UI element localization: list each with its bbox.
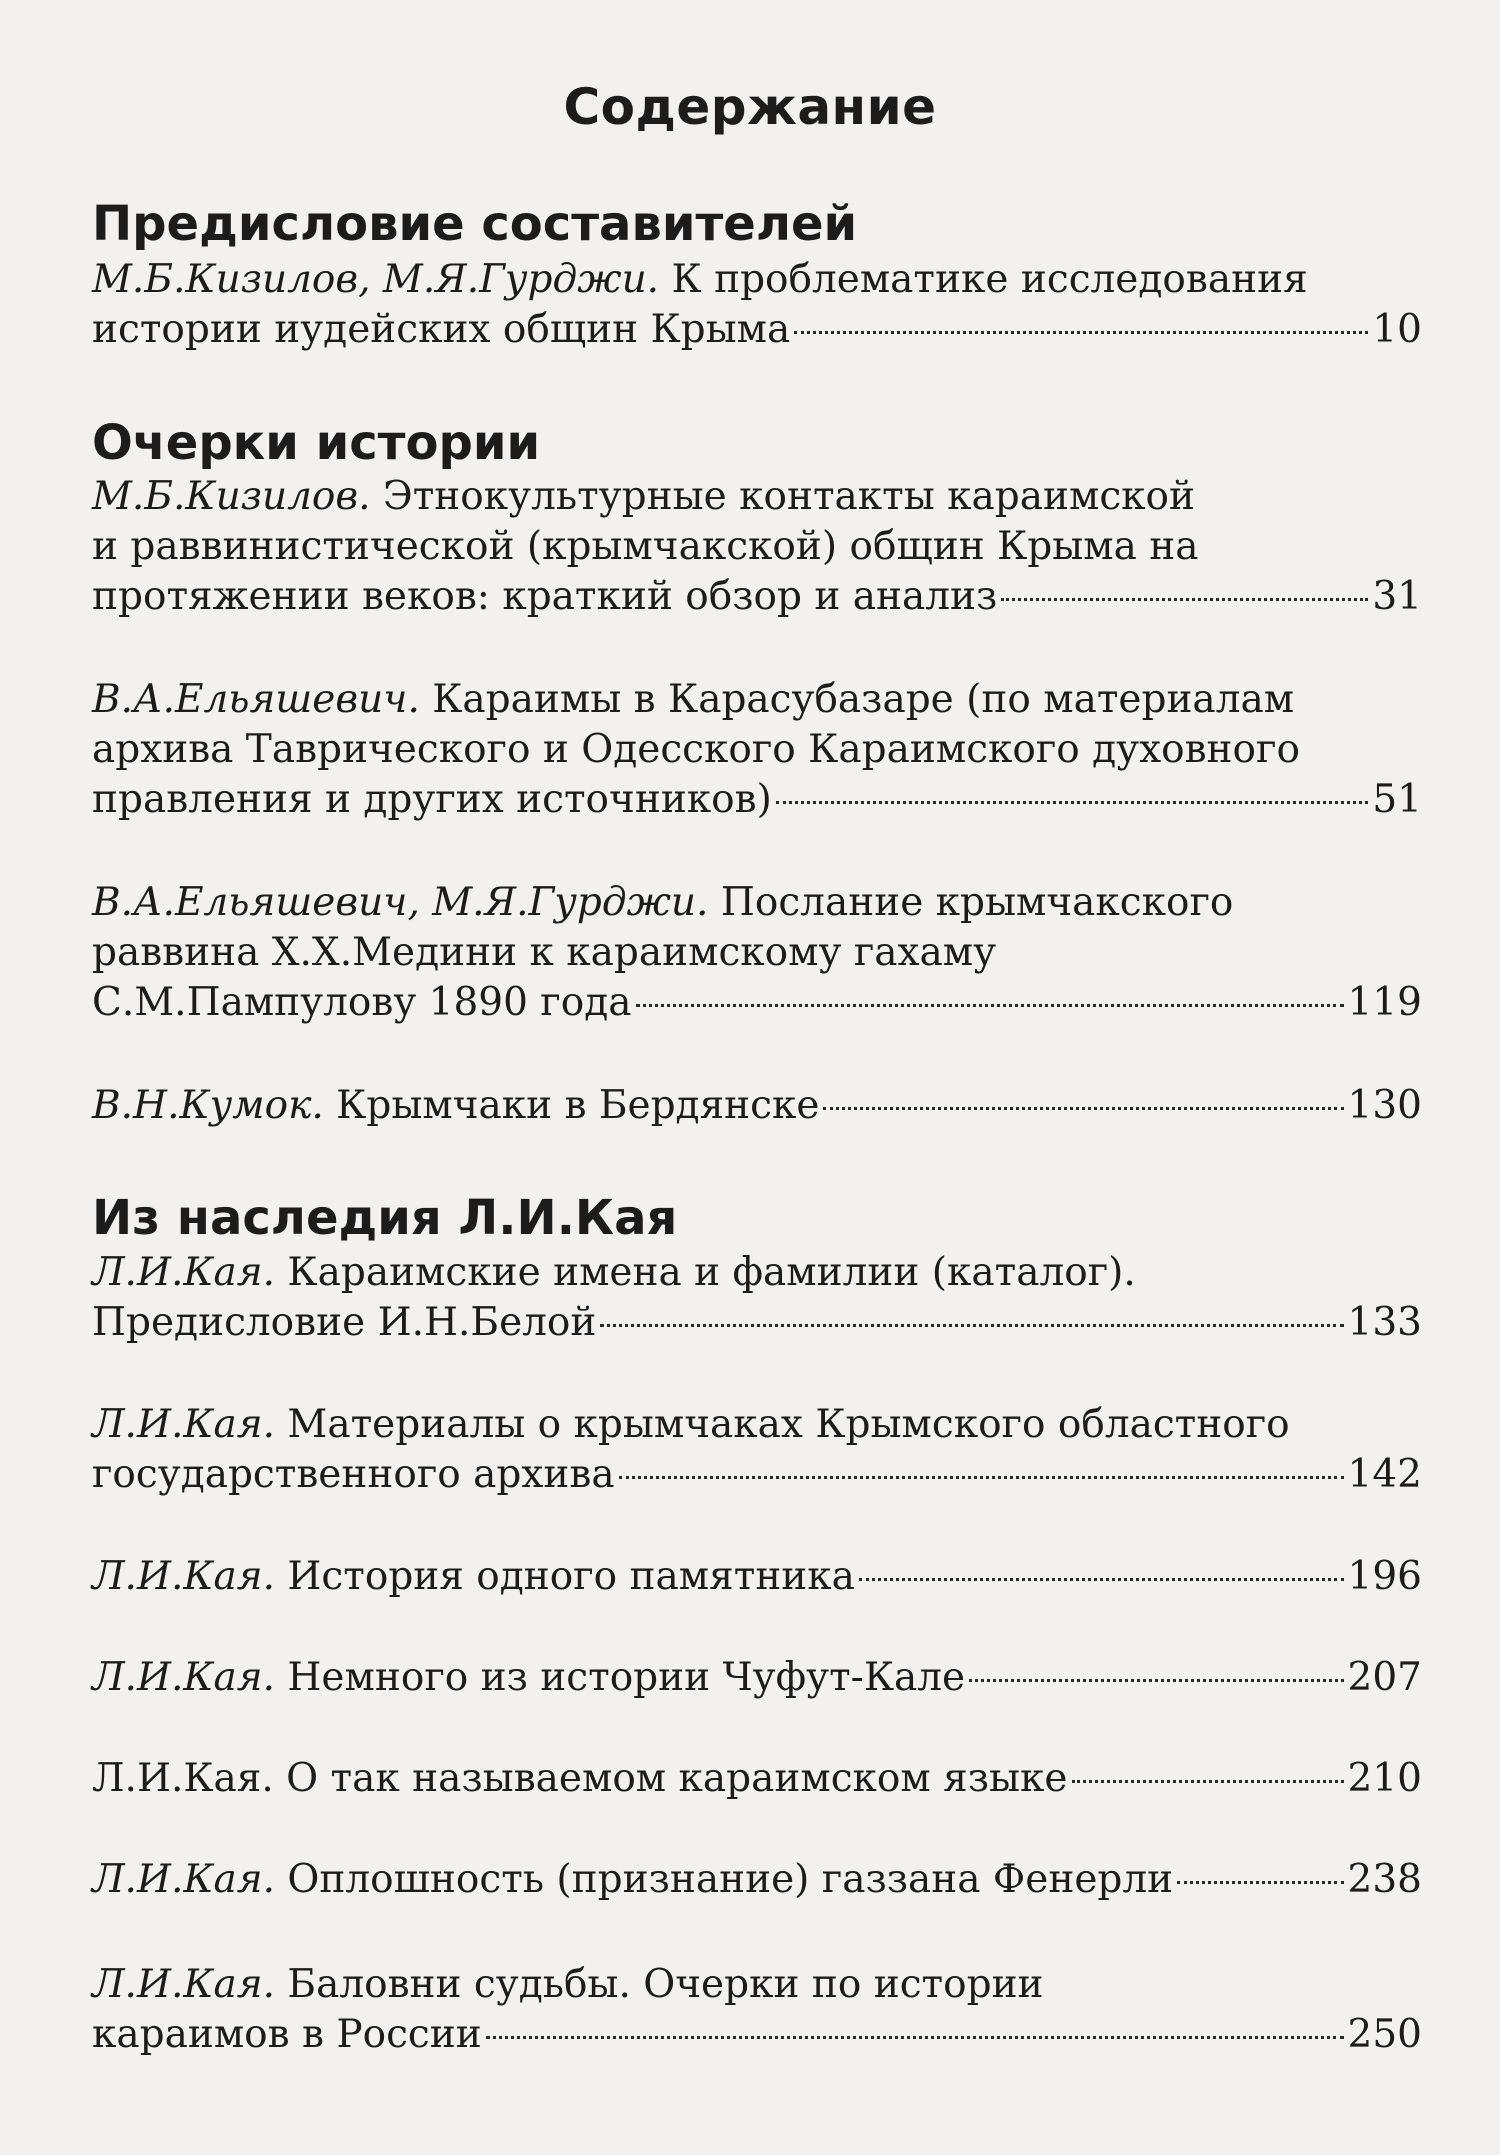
- page-number: 119: [1347, 980, 1422, 1025]
- page-number: 196: [1347, 1554, 1422, 1599]
- entry-title: караимов в России: [92, 2012, 482, 2057]
- entry-title: К проблематике исследования: [659, 257, 1308, 302]
- entry-author: Л.И.Кая.: [92, 1250, 276, 1295]
- entry-title: Баловни судьбы. Очерки по истории: [275, 1962, 1044, 2007]
- dot-leader: [600, 1324, 1343, 1327]
- entry-author: В.Н.Кумок.: [92, 1083, 324, 1128]
- entry-title: Крымчаки в Бердянске: [323, 1083, 820, 1128]
- entry-title: и раввинистической (крымчакской) общин Крыма на: [92, 524, 1199, 569]
- dot-leader: [794, 331, 1368, 334]
- dot-leader: [1072, 1780, 1344, 1783]
- page-number: 142: [1347, 1452, 1422, 1497]
- toc-entry[interactable]: [92, 675, 1422, 825]
- entry-title: Немного из истории Чуфут-Кале: [275, 1655, 966, 1700]
- entry-author: Л.И.Кая.: [92, 1857, 276, 1902]
- toc-entry[interactable]: [92, 1653, 1422, 1703]
- entry-title: протяжении веков: краткий обзор и анализ: [92, 574, 998, 619]
- dot-leader: [486, 2036, 1344, 2039]
- page-number: 10: [1372, 307, 1422, 352]
- page-number: 210: [1347, 1756, 1422, 1801]
- dot-leader: [1177, 1881, 1343, 1884]
- toc-entry[interactable]: [92, 1081, 1422, 1131]
- entry-title: Караимские имена и фамилии (каталог).: [275, 1250, 1136, 1295]
- dot-leader: [969, 1679, 1343, 1682]
- page-number: 51: [1372, 777, 1422, 822]
- page-title: Содержание: [563, 78, 937, 136]
- toc-entry[interactable]: [92, 1855, 1422, 1905]
- entry-title: Караимы в Карасубазаре (по материалам: [419, 677, 1295, 722]
- entry-author: М.Б.Кизилов.: [92, 474, 371, 519]
- toc-entry[interactable]: [92, 878, 1422, 1028]
- dot-leader: [636, 1004, 1344, 1007]
- entry-title: истории иудейских общин Крыма: [92, 307, 791, 352]
- entry-title: архива Таврического и Одесского Караимского духовного: [92, 727, 1300, 772]
- entry-title: Оплошность (признание) газзана Фенерли: [275, 1857, 1174, 1902]
- dot-leader: [776, 801, 1369, 804]
- entry-title: государственного архива: [92, 1452, 615, 1497]
- toc-entry[interactable]: [92, 1248, 1422, 1348]
- entry-author: Л.И.Кая.: [92, 1655, 276, 1700]
- section-heading: Очерки истории: [92, 415, 541, 471]
- dot-leader: [859, 1578, 1344, 1581]
- dot-leader: [1001, 598, 1368, 601]
- entry-title: Этнокультурные контакты караимской: [370, 474, 1196, 519]
- entry-author: Л.И.Кая.: [92, 1554, 276, 1599]
- entry-author: М.Б.Кизилов, М.Я.Гурджи.: [92, 257, 660, 302]
- section-heading: Из наследия Л.И.Кая: [92, 1190, 678, 1246]
- entry-author: В.А.Ельяшевич, М.Я.Гурджи.: [92, 880, 709, 925]
- toc-entry[interactable]: [92, 472, 1422, 622]
- entry-author: Л.И.Кая.: [92, 1962, 276, 2007]
- entry-title: Послание крымчакского: [708, 880, 1234, 925]
- page-number: 31: [1372, 574, 1422, 619]
- entry-title: раввина Х.Х.Медини к караимскому гахаму: [92, 930, 997, 975]
- entry-title: История одного памятника: [275, 1554, 855, 1599]
- toc-entry[interactable]: [92, 1552, 1422, 1602]
- entry-title: Л.И.Кая. О так называемом караимском языке: [92, 1756, 1068, 1801]
- entry-author: В.А.Ельяшевич.: [92, 677, 420, 722]
- toc-entry[interactable]: [92, 1400, 1422, 1500]
- page-number: 250: [1347, 2012, 1422, 2057]
- entry-author: Л.И.Кая.: [92, 1402, 276, 1447]
- page-number: 207: [1347, 1655, 1422, 1700]
- toc-entry[interactable]: [92, 255, 1422, 355]
- page-number: 130: [1347, 1083, 1422, 1128]
- toc-entry[interactable]: [92, 1754, 1422, 1804]
- entry-title: Предисловие И.Н.Белой: [92, 1300, 597, 1345]
- entry-title: С.М.Пампулову 1890 года: [92, 980, 632, 1025]
- page-number: 238: [1347, 1857, 1422, 1902]
- toc-entry[interactable]: [92, 1960, 1422, 2060]
- entry-title: Материалы о крымчаках Крымского областного: [275, 1402, 1290, 1447]
- entry-title: правления и других источников): [92, 777, 772, 822]
- dot-leader: [823, 1107, 1343, 1110]
- section-heading: Предисловие составителей: [92, 196, 858, 252]
- dot-leader: [619, 1476, 1344, 1479]
- page-number: 133: [1347, 1300, 1422, 1345]
